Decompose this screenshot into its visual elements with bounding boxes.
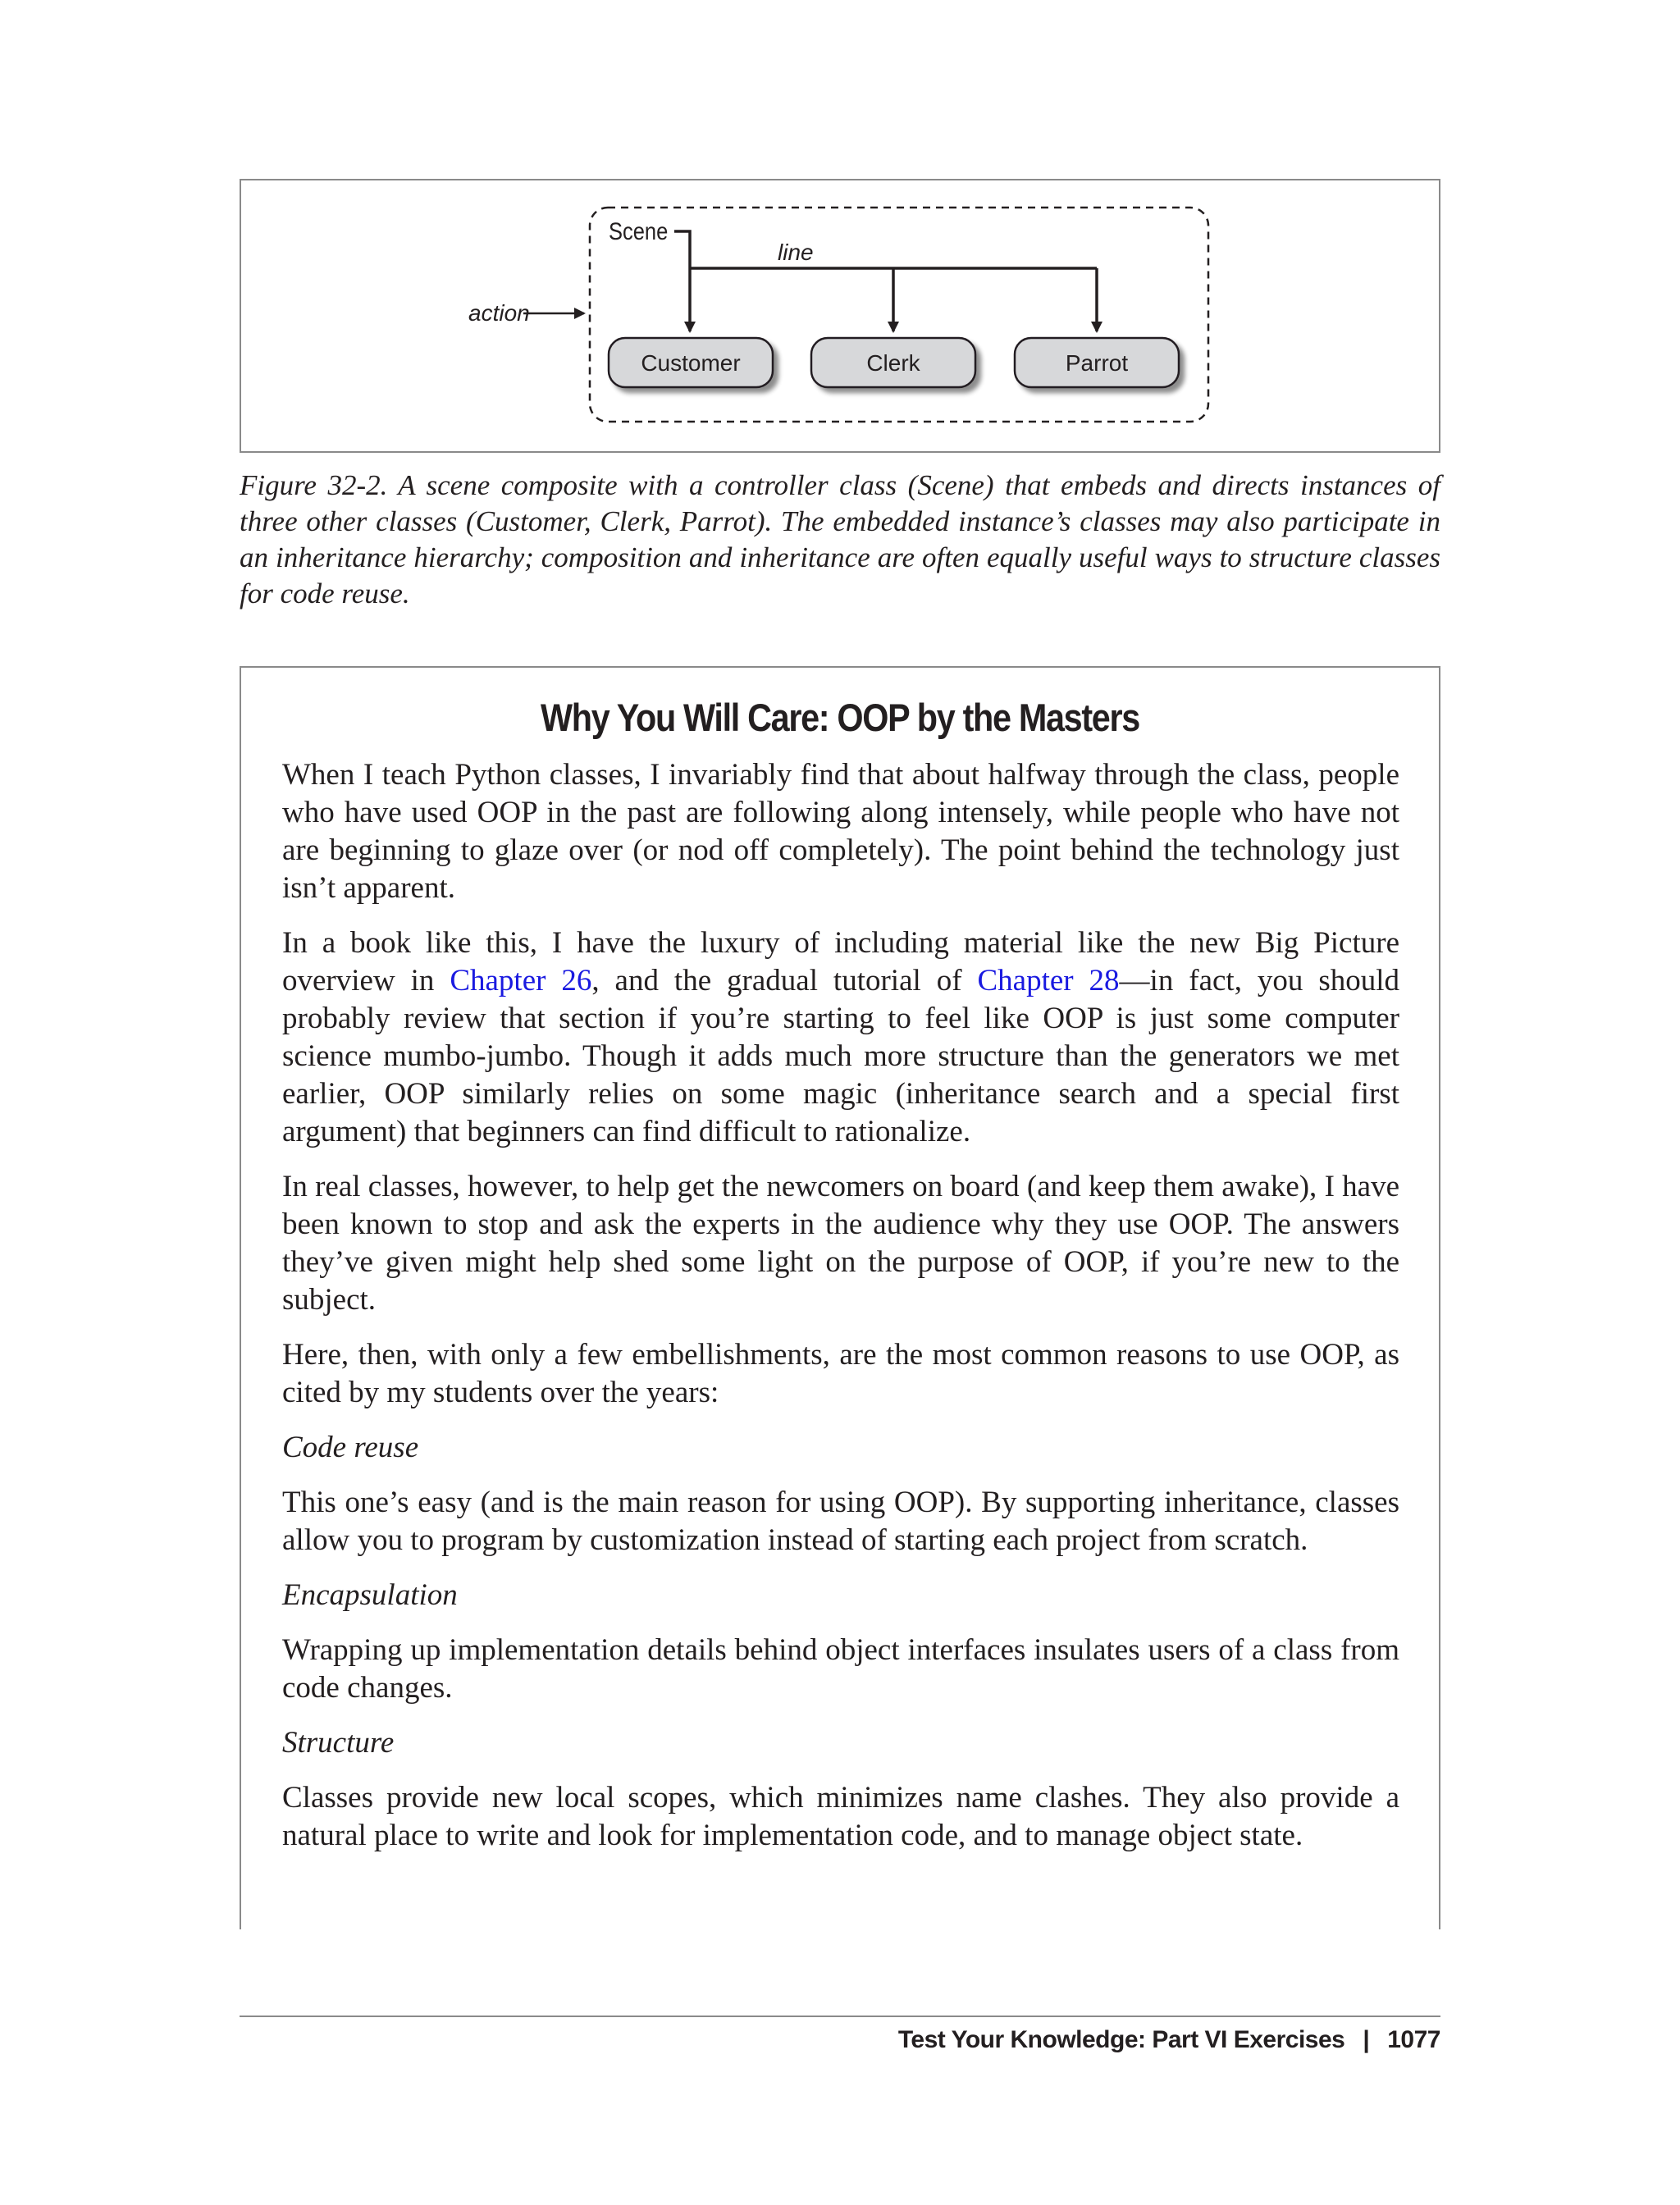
sidebar-paragraph-4: Here, then, with only a few embellishments, are the most common reasons to use OOP, as cited by my students over the years: — [282, 1338, 1399, 1409]
paragraph-2-text-c: —in fact, you should probably review that section if you’re starting to feel like OOP is just some computer science mumbo-jumbo. Though it adds much more structure than the generators we met earlier, OOP similarly relies on some magic (inheritance search and a special first argument) that beginners can find difficult to rationalize. — [282, 964, 1399, 1148]
term-structure: Structure — [282, 1726, 395, 1760]
figure-32-2 — [240, 179, 1440, 453]
footer-separator: | — [1363, 2026, 1370, 2053]
reasons-list — [282, 1429, 1399, 1855]
caption-label: Figure 32-2. — [240, 469, 388, 501]
scene-container — [590, 208, 1208, 422]
paragraph-2-text-a: In a book like this, I have the luxury of including material like the new Big Picture overview in — [282, 926, 1399, 998]
sidebar-paragraph-2 — [282, 924, 1399, 1151]
footer-rule — [240, 2016, 1440, 2017]
sidebar-paragraph-1: When I teach Python classes, I invariably find that about halfway through the class, people who have used OOP in the past are following along intensely, while people who have not are beginning to glaze over (or nod off completely). The point behind the technology just isn’t apparent. — [282, 758, 1399, 905]
term-encapsulation: Encapsulation — [282, 1578, 458, 1612]
definition-encapsulation: Wrapping up implementation details behind object interfaces insulates users of a class from code changes. — [282, 1633, 1399, 1705]
definition-structure: Classes provide new local scopes, which minimizes name clashes. They also provide a natural place to write and look for implementation code, and to manage object state. — [282, 1781, 1399, 1852]
page-footer — [898, 2026, 1440, 2054]
scene-diagram — [241, 180, 1442, 454]
sidebar-body — [282, 756, 1399, 1872]
sidebar-paragraph-3: In real classes, however, to help get the newcomers on board (and keep them awake), I have been known to stop and ask the experts in the audience why they use OOP. The answers they’ve given might help shed some light on the purpose of OOP, if you’re new to the subject. — [282, 1170, 1399, 1317]
figure-caption — [240, 468, 1440, 612]
chapter-28-link[interactable]: Chapter 28 — [977, 964, 1120, 998]
clerk-node-label: Clerk — [866, 350, 920, 376]
sidebar-title: Why You Will Care: OOP by the Masters — [541, 696, 1139, 739]
action-label: action — [468, 300, 530, 326]
chapter-26-link[interactable]: Chapter 26 — [450, 964, 592, 998]
footer-section-title: Test Your Knowledge: Part VI Exercises — [897, 2026, 1345, 2053]
line-label: line — [778, 240, 814, 265]
parrot-node-label: Parrot — [1065, 350, 1129, 376]
caption-text: A scene composite with a controller class (Scene) that embeds and directs instances of three other classes (Customer, Clerk, Parrot). The embedded instance’s classes may also participate in an inheritance hierarchy; composition and inheritance are often equally useful ways to structure classes for code reuse. — [240, 469, 1440, 609]
paragraph-2-text-b: , and the gradual tutorial of — [591, 964, 978, 998]
scene-label: Scene — [609, 217, 669, 245]
scene-connector — [674, 231, 1097, 268]
term-code-reuse: Code reuse — [282, 1431, 419, 1464]
definition-code-reuse: This one’s easy (and is the main reason for using OOP). By supporting inheritance, classes allow you to program by customization instead of starting each project from scratch. — [282, 1486, 1399, 1557]
customer-node-label: Customer — [641, 350, 741, 376]
page-number: 1077 — [1387, 2026, 1440, 2053]
sidebar-box — [240, 666, 1440, 1929]
